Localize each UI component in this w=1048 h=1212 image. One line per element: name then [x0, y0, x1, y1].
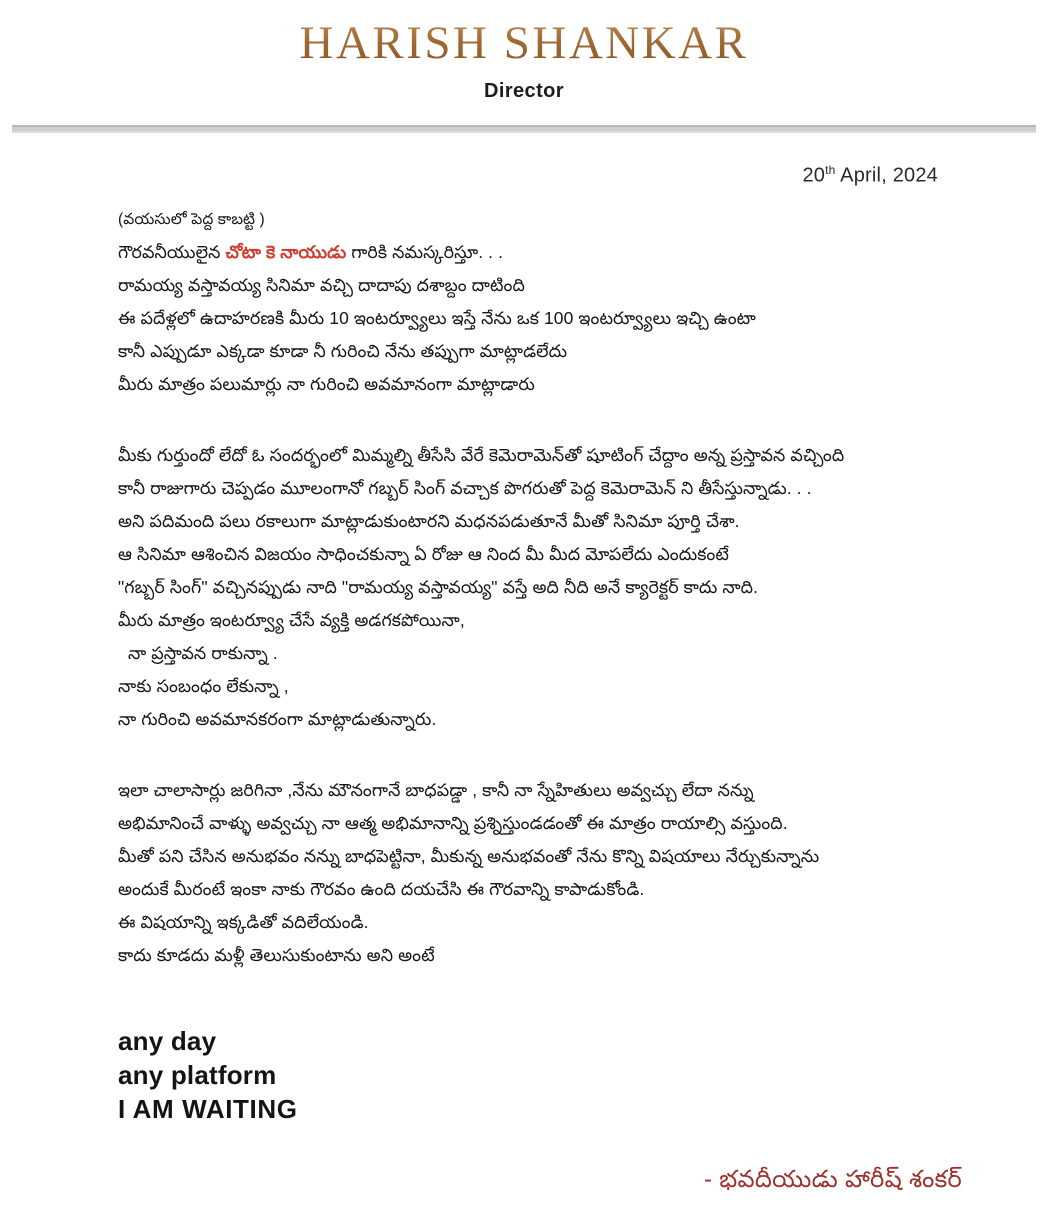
paragraph-1-line-2	[118, 236, 990, 269]
paragraph-3-line-5: ఈ విషయాన్ని ఇక్కడితో వదిలేయండి.	[118, 912, 369, 933]
date-rest: April, 2024	[835, 164, 938, 187]
closing-line-3: I AM WAITING	[118, 1094, 298, 1125]
addressee-name-highlight: చోటా కె నాయుడు	[225, 242, 347, 263]
paragraph-1-line-1: (వయసులో పెద్ద కాబట్టి )	[118, 211, 265, 229]
paragraph-2-line-4: ఆ సినిమా ఆశించిన విజయం సాధించకున్నా ఏ రోజు ఆ నింద మీ మీద మోపలేదు ఎందుకంటే	[118, 544, 730, 565]
date-day: 20	[802, 164, 826, 187]
paragraph-1-line-4: ఈ పదేళ్లలో ఉదాహరణకి మీరు 10 ఇంటర్వ్యూలు ఇస్తే నేను ఒక 100 ఇంటర్వ్యూలు ఇచ్చి ఉంటా	[118, 308, 756, 329]
paragraph-2-line-8: నాకు సంబంధం లేకున్నా ,	[118, 676, 289, 697]
letter-date	[60, 163, 990, 188]
date-ordinal: th	[825, 162, 836, 177]
paragraph-2-line-6: మీరు మాత్రం ఇంటర్వ్యూ చేసే వ్యక్తి అడగకపోయినా,	[118, 610, 465, 631]
paragraph-3-line-4: అందుకే మీరంటే ఇంకా నాకు గౌరవం ఉంది దయచేసి ఈ గౌరవాన్ని కాపాడుకోండి.	[118, 879, 645, 900]
paragraph-2-line-7: నా ప్రస్తావన రాకున్నా .	[128, 643, 278, 664]
paragraph-2-line-2: కానీ రాజుగారు చెప్పడం మూలంగానో గబ్బర్ సింగ్ వచ్చాక పొగరుతో పెద్ద కెమెరామెన్ ని తీసేస్తున్నాడు. . .	[118, 478, 812, 499]
paragraph-3-line-2: అభిమానించే వాళ్ళు అవ్వచ్చు నా ఆత్మ అభిమానాన్ని ప్రశ్నిస్తుండడంతో ఈ మాత్రం రాయాల్సి వస్తుంది.	[118, 813, 788, 834]
salutation-prefix: గౌరవనీయులైన	[118, 242, 226, 263]
paragraph-1-line-5: కానీ ఎప్పుడూ ఎక్కడా కూడా నీ గురించి నేను తప్పుగా మాట్లాడలేదు	[118, 341, 568, 362]
letterhead-divider	[12, 125, 1036, 133]
paragraph-2-line-5: "గబ్బర్ సింగ్" వచ్చినప్పుడు నాది "రామయ్య వస్తావయ్య" వస్తే అది నీది అనే క్యారెక్టర్ కాదు నాది.	[118, 577, 759, 598]
paragraph-3-line-3: మీతో పని చేసిన అనుభవం నన్ను బాధపెట్టినా, మీకున్న అనుభవంతో నేను కొన్ని విషయాలు నేర్చుకున్నాను	[118, 846, 820, 867]
paragraph-2-line-1: మీకు గుర్తుందో లేదో ఓ సందర్భంలో మిమ్మల్ని తీసేసి వేరే కెమెరామెన్‌తో షూటింగ్ చేద్దాం అన్న ప్రస్తావన వచ్చింది	[118, 445, 845, 466]
paragraph-3-line-6: కాదు కూడదు మళ్లీ తెలుసుకుంటాను అని అంటే	[118, 945, 435, 966]
letterhead	[0, 0, 1048, 103]
letter-sheet	[0, 163, 1048, 1200]
closing-statement	[60, 1024, 990, 1126]
paragraph-2-line-9: నా గురించి అవమానకరంగా మాట్లాడుతున్నారు.	[118, 709, 437, 730]
paragraph-1-line-6: మీరు మాత్రం పలుమార్లు నా గురించి అవమానంగా మాట్లాడారు	[118, 374, 535, 395]
letter-paragraph-3	[118, 774, 990, 972]
letter-paragraph-1	[118, 203, 990, 401]
letter-paragraph-2	[118, 439, 990, 736]
closing-line-1: any day	[118, 1026, 217, 1057]
closing-line-2: any platform	[118, 1060, 277, 1091]
letterhead-role: Director	[484, 79, 564, 102]
letterhead-name: HARISH SHANKAR	[0, 18, 1048, 70]
salutation-suffix: గారికి నమస్కరిస్తూ. . .	[346, 242, 504, 263]
paragraph-3-line-1: ఇలా చాలాసార్లు జరిగినా ,నేను మౌనంగానే బాధపడ్డా , కానీ నా స్నేహితులు అవ్వచ్చు లేదా నన్ను	[118, 780, 754, 801]
paragraph-1-line-3: రామయ్య వస్తావయ్య సినిమా వచ్చి దాదాపు దశాబ్దం దాటింది	[118, 275, 525, 296]
signature: - భవదీయుడు హారీష్ శంకర్	[704, 1166, 962, 1194]
paragraph-2-line-3: అని పదిమంది పలు రకాలుగా మాట్లాడుకుంటారని మధనపడుతూనే మీతో సినిమా పూర్తి చేశా.	[118, 511, 740, 532]
letter-body	[60, 203, 990, 972]
